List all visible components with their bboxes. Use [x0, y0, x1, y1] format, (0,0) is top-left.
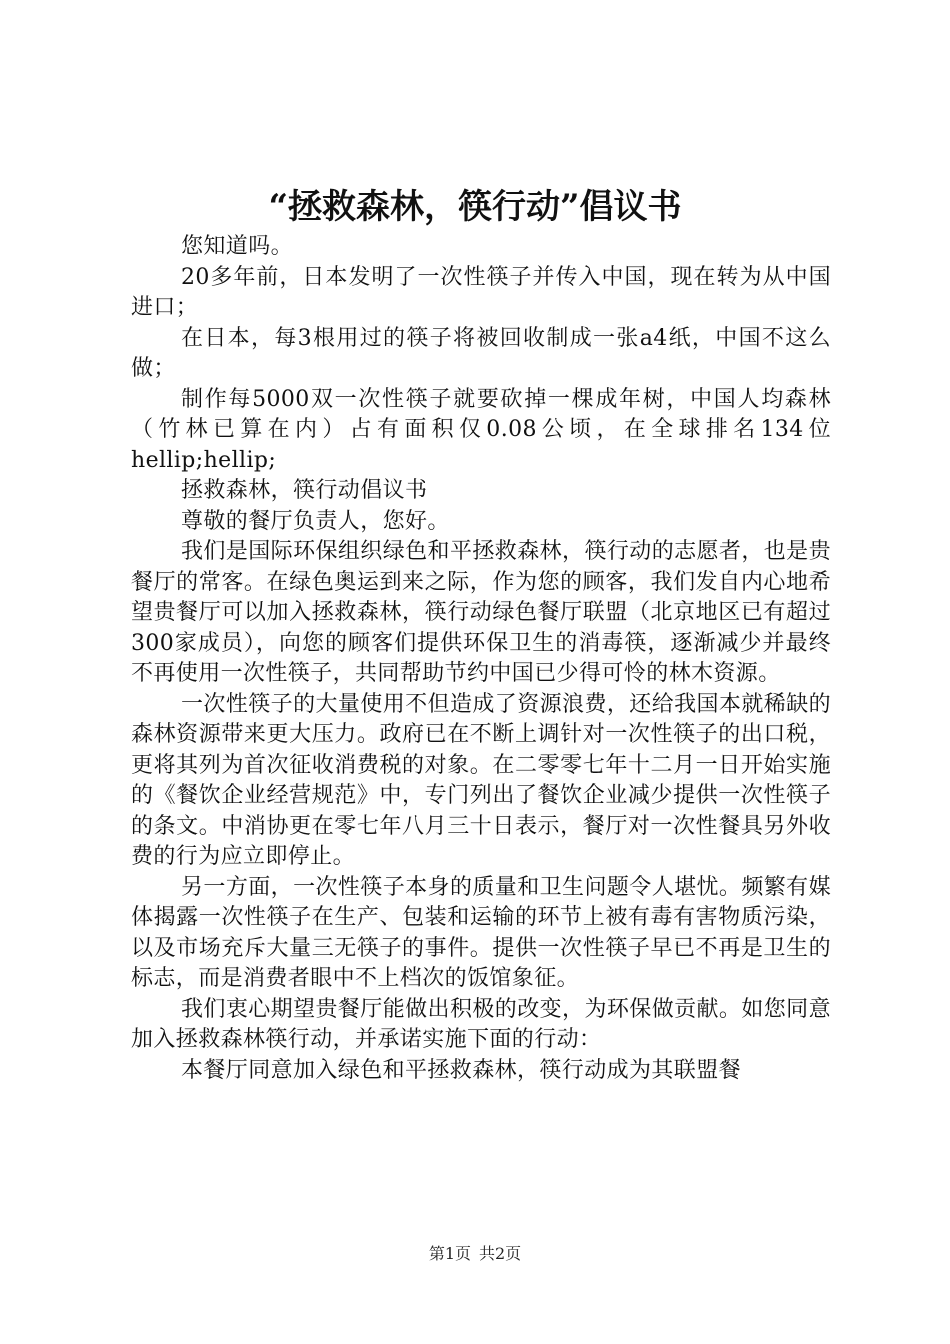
document-title: “拯救森林，筷行动”倡议书	[268, 187, 682, 227]
paragraph-subtitle: 拯救森林，筷行动倡议书	[181, 478, 428, 503]
paragraph-intro-question: 您知道吗。	[181, 234, 294, 259]
page-number: 第1页	[428, 1244, 471, 1263]
paragraph-japan-recycling: 在日本，每3根用过的筷子将被回收制成一张a4纸，中国不这么做；	[131, 325, 831, 381]
paragraph-volunteer-intro: 我们是国际环保组织绿色和平拯救森林，筷行动的志愿者，也是贵餐厅的常客。在绿色奥运到来之际，作为您的顾客，我们发自内心地希望贵餐厅可以加入拯救森林，筷行动绿色餐厅联盟（北京地区已有超过300家成员），向您的顾客们提供环保卫生的消毒筷，逐渐减少并最终不再使用一次性筷子，共同帮助节约中国已少得可怜的林木资源。	[131, 539, 831, 686]
paragraph-forest-stats: 制作每5000双一次性筷子就要砍掉一棵成年树，中国人均森林（竹林已算在内）占有面积仅0.08公顷，在全球排名134位hellip;hellip;	[131, 386, 831, 473]
page-footer	[0, 1243, 950, 1265]
paragraph-history: 20多年前，日本发明了一次性筷子并传入中国，现在转为从中国进口；	[131, 264, 831, 320]
paragraph-commitment: 本餐厅同意加入绿色和平拯救森林，筷行动成为其联盟餐	[181, 1057, 742, 1083]
paragraph-request: 我们衷心期望贵餐厅能做出积极的改变，为环保做贡献。如您同意加入拯救森林筷行动，并承诺实施下面的行动：	[131, 996, 831, 1052]
document-body	[131, 232, 831, 1086]
paragraph-hygiene: 另一方面，一次性筷子本身的质量和卫生问题令人堪忧。频繁有媒体揭露一次性筷子在生产、包装和运输的环节上被有毒有害物质污染，以及市场充斥大量三无筷子的事件。提供一次性筷子早已不再是卫生的标志，而是消费者眼中不上档次的饭馆象征。	[131, 874, 831, 991]
page-total: 共2页	[479, 1244, 522, 1263]
paragraph-salutation: 尊敬的餐厅负责人，您好。	[181, 508, 450, 534]
paragraph-policy: 一次性筷子的大量使用不但造成了资源浪费，还给我国本就稀缺的森林资源带来更大压力。政府已在不断上调针对一次性筷子的出口税，更将其列为首次征收消费税的对象。在二零零七年十二月一日开始实施的《餐饮企业经营规范》中，专门列出了餐饮企业减少提供一次性筷子的条文。中消协更在零七年八月三十日表示，餐厅对一次性餐具另外收费的行为应立即停止。	[131, 691, 831, 869]
